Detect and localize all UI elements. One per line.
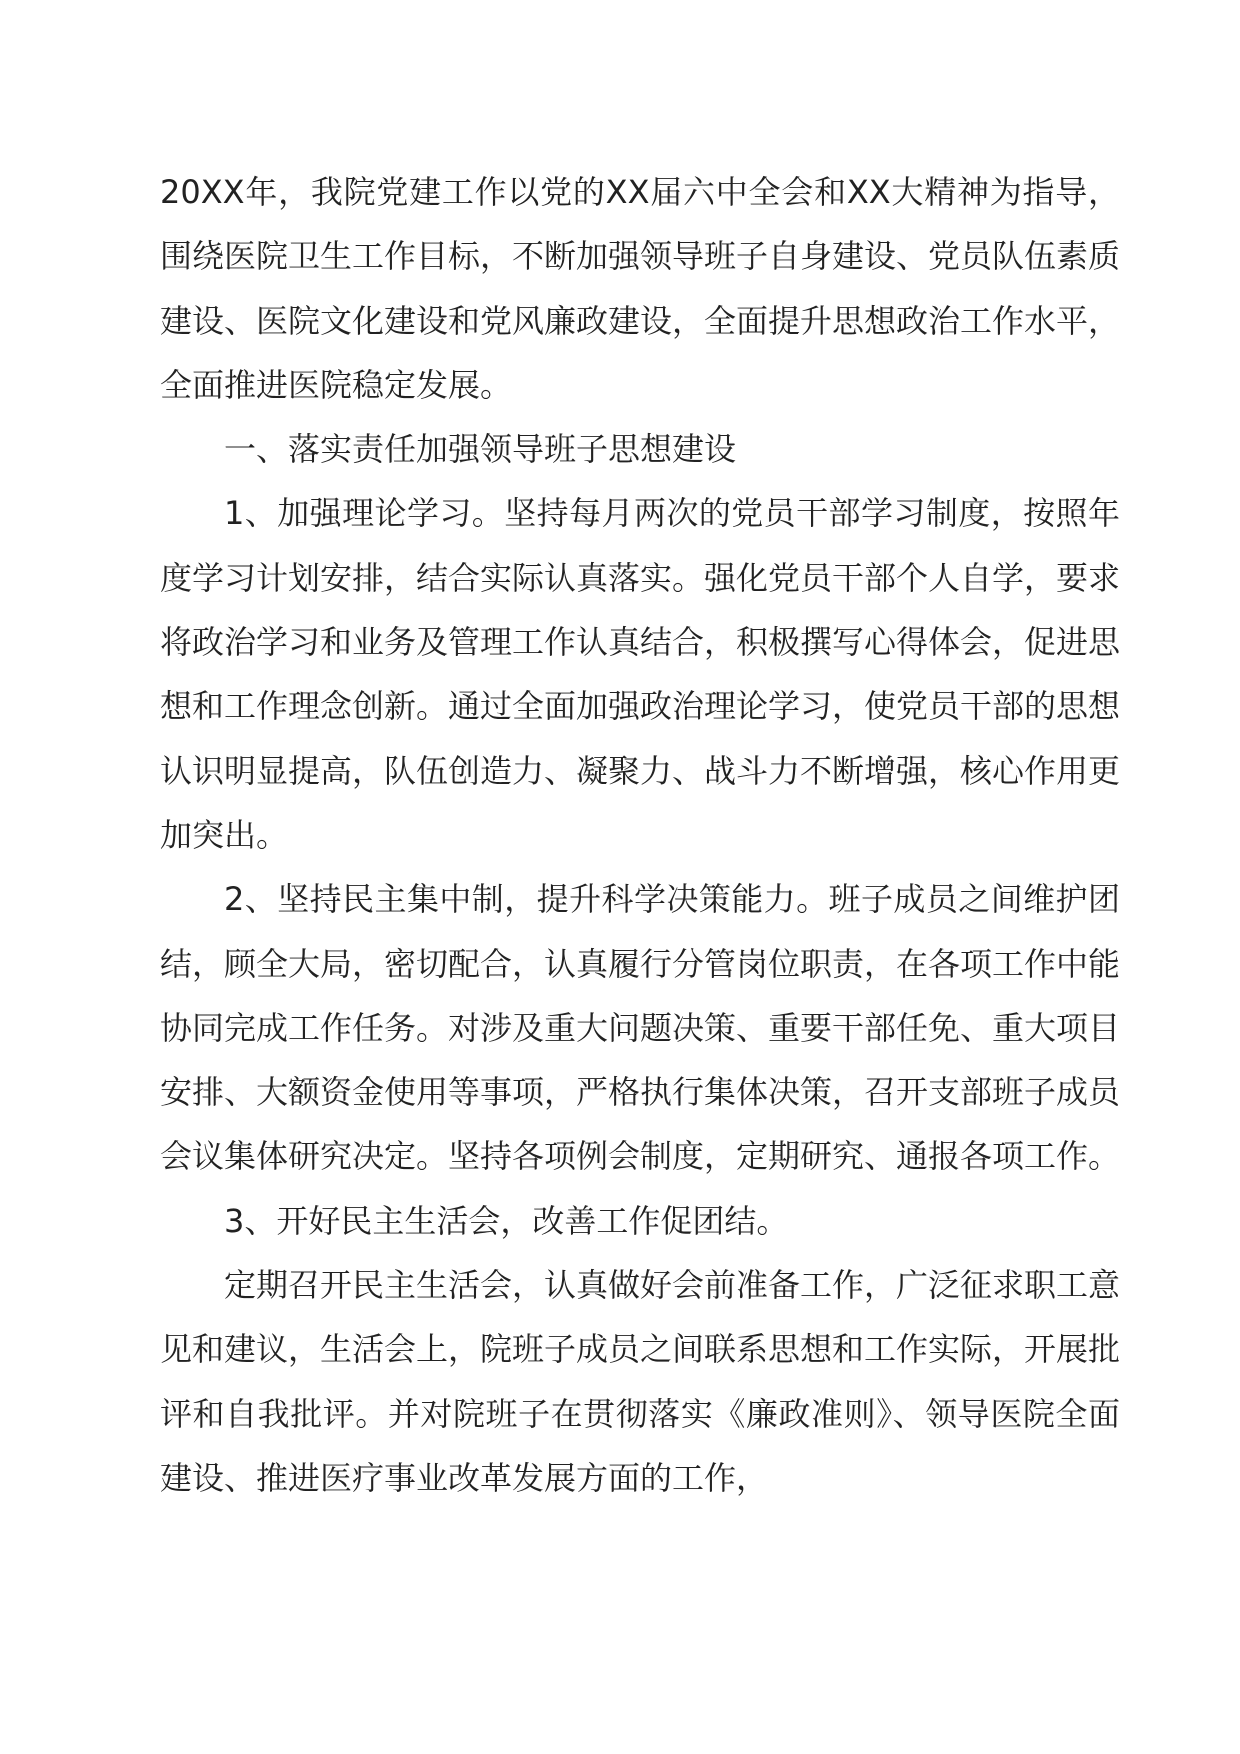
document-page bbox=[160, 160, 1120, 1510]
item-1-paragraph: 1、加强理论学习。坚持每月两次的党员干部学习制度，按照年度学习计划安排，结合实际认真落实。强化党员干部个人自学，要求将政治学习和业务及管理工作认真结合，积极撰写心得体会，促进思想和工作理念创新。通过全面加强政治理论学习，使党员干部的思想认识明显提高，队伍创造力、凝聚力、战斗力不断增强，核心作用更加突出。 bbox=[160, 494, 1121, 854]
section-heading-1: 一、落实责任加强领导班子思想建设 bbox=[224, 430, 737, 469]
intro-paragraph: 20XX年，我院党建工作以党的XX届六中全会和XX大精神为指导，围绕医院卫生工作目标，不断加强领导班子自身建设、党员队伍素质建设、医院文化建设和党风廉政建设，全面提升思想政治工作水平，全面推进医院稳定发展。 bbox=[160, 173, 1121, 404]
item-2-paragraph: 2、坚持民主集中制，提升科学决策能力。班子成员之间维护团结，顾全大局，密切配合，认真履行分管岗位职责，在各项工作中能协同完成工作任务。对涉及重大问题决策、重要干部任免、重大项目安排、大额资金使用等事项，严格执行集体决策，召开支部班子成员会议集体研究决定。坚持各项例会制度，定期研究、通报各项工作。 bbox=[160, 880, 1121, 1176]
item-3-heading: 3、开好民主生活会，改善工作促团结。 bbox=[224, 1201, 789, 1240]
item-3-paragraph: 定期召开民主生活会，认真做好会前准备工作，广泛征求职工意见和建议，生活会上，院班子成员之间联系思想和工作实际，开展批评和自我批评。并对院班子在贯彻落实《廉政准则》、领导医院全面建设、推进医疗事业改革发展方面的工作， bbox=[160, 1266, 1121, 1497]
